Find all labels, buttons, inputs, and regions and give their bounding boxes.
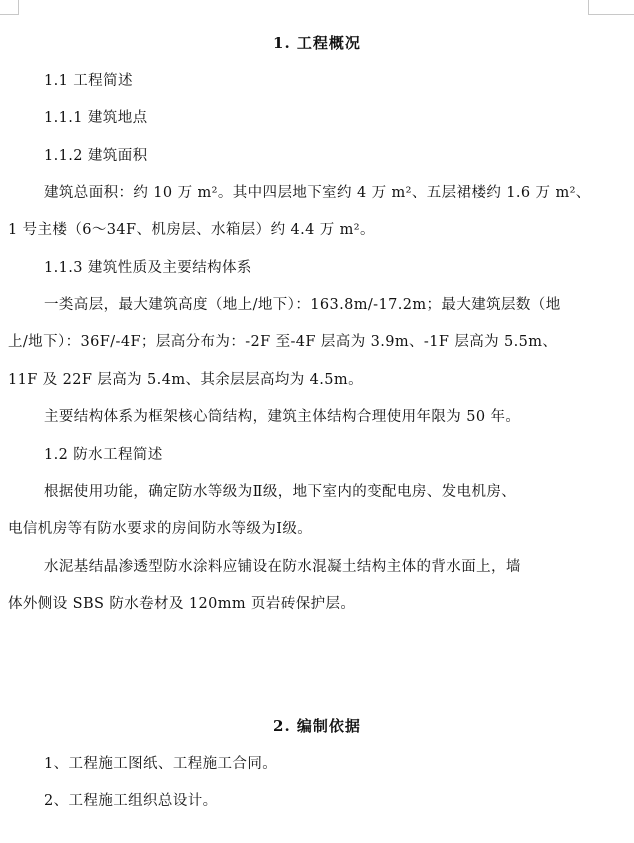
- basis-list-item-1: 1、工程施工图纸、工程施工合同。: [44, 756, 278, 772]
- waterproof-paragraph-line-2: 电信机房等有防水要求的房间防水等级为Ⅰ级。: [8, 521, 313, 537]
- heading-1-1-3: 1.1.3 建筑性质及主要结构体系: [44, 260, 252, 276]
- nature-paragraph-line-1: 一类高层，最大建筑高度（地上/地下）：163.8m/-17.2m；最大建筑层数（地: [44, 297, 561, 313]
- section-2-title: 2. 编制依据: [273, 717, 361, 735]
- waterproof-paragraph-line-1: 根据使用功能，确定防水等级为Ⅱ级，地下室内的变配电房、发电机房、: [44, 484, 517, 500]
- heading-1-1-1: 1.1.1 建筑地点: [44, 110, 148, 126]
- heading-1-1: 1.1 工程简述: [44, 73, 133, 89]
- nature-paragraph-line-2: 上/地下）：36F/-4F；层高分布为：-2F 至-4F 层高为 3.9m、-1F 层高为 5.5m、: [8, 334, 558, 350]
- structure-paragraph: 主要结构体系为框架核心筒结构，建筑主体结构合理使用年限为 50 年。: [44, 409, 521, 425]
- section-1-title: 1. 工程概况: [273, 34, 361, 52]
- area-paragraph-line-1: 建筑总面积：约 10 万 m²。其中四层地下室约 4 万 m²、五层裙楼约 1.6 万 m²、: [44, 185, 591, 201]
- coating-paragraph-line-2: 体外侧设 SBS 防水卷材及 120mm 页岩砖保护层。: [8, 596, 356, 612]
- basis-list-item-2: 2、工程施工组织总设计。: [44, 793, 218, 809]
- area-paragraph-line-2: 1 号主楼（6～34F、机房层、水箱层）约 4.4 万 m²。: [8, 222, 375, 238]
- crop-mark-top-right: [588, 0, 634, 15]
- heading-1-1-2: 1.1.2 建筑面积: [44, 148, 148, 164]
- coating-paragraph-line-1: 水泥基结晶渗透型防水涂料应铺设在防水混凝土结构主体的背水面上，墙: [44, 559, 521, 575]
- nature-paragraph-line-3: 11F 及 22F 层高为 5.4m、其余层层高均为 4.5m。: [8, 372, 363, 388]
- crop-mark-top-left: [0, 0, 19, 15]
- heading-1-2: 1.2 防水工程简述: [44, 447, 163, 463]
